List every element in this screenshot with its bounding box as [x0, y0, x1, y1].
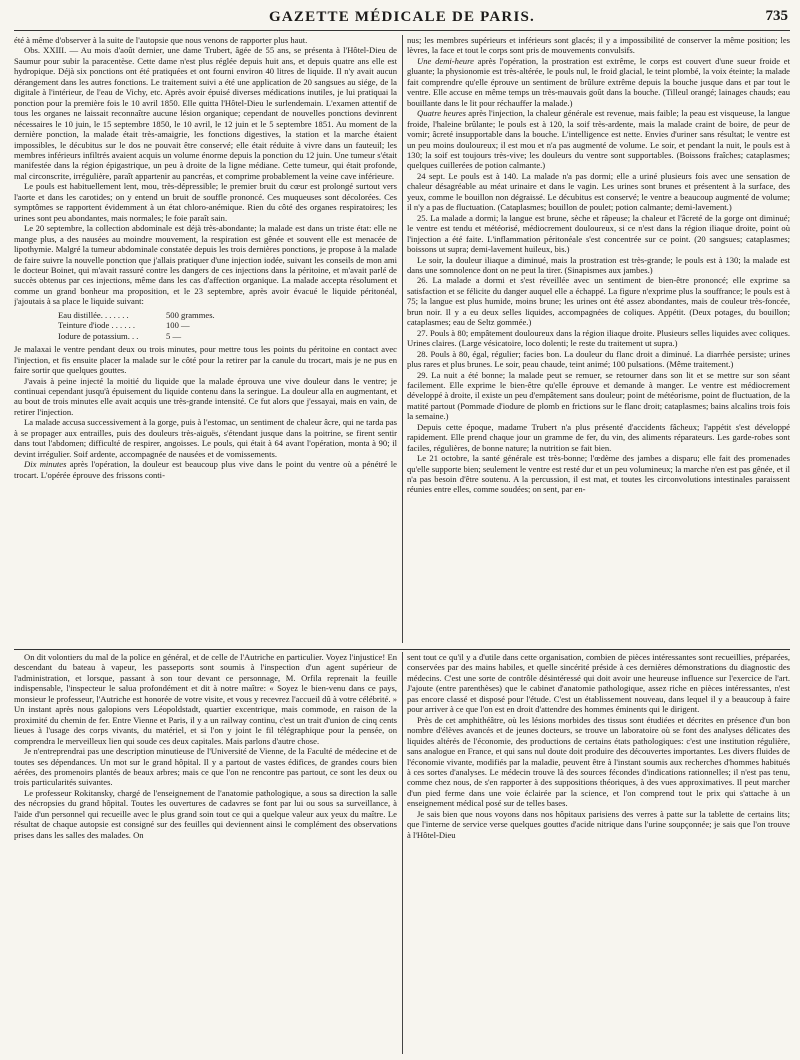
paragraph: J'avais à peine injecté la moitié du liquide que la malade éprouva une vive douleur dans le ventre; je continuai cependant jusqu'à épuisement du liquide contenu dans la seringue. La douleur alla en augmentant, et au bout de trois minutes elle avait acquis une très-grande intensité. Ce fut alors que j'essayai, mais en vain, de retirer l'injection.: [14, 375, 397, 417]
formula-label: Iodure de potassium. . .: [58, 330, 139, 341]
paragraph: 28. Pouls à 80, égal, régulier; facies bon. La douleur du flanc droit a diminué. La diarrhée persiste; urines plus rares et plus brunes. Le soir, peau chaude, teint animé; 100 pulsations. (Même traitement.): [407, 348, 790, 370]
paragraph: La malade accusa successivement à la gorge, puis à l'estomac, un sentiment de chaleur âcre, qui ne tarda pas à se propager aux entrailles, puis des douleurs très-aiguës, s'étendant jusque dans la poitrine, se firent sentir dans tout l'abdomen; difficulté de respirer, angoisses. Le pouls, qui était à 64 avant l'opération, monta à 90; il devint irrégulier. Soif ardente, accompagnée de nausées et de vomissements.: [14, 417, 397, 459]
paragraph: 24 sept. Le pouls est à 140. La malade n'a pas dormi; elle a uriné plusieurs fois avec une sensation de chaleur désagréable au méat urinaire et dans le vagin. Les urines sont brunes et présentent à la surface, des yeux, comme le bouillon non dégraissé. Le décubitus est conservé; le ventre a beaucoup augmenté de volume; il n'y a pas de fluctuation. (Cataplasmes; bouillon de poulet; potion calmante; demi-lavement.): [407, 170, 790, 213]
paragraph: 29. La nuit a été bonne; la malade peut se remuer, se retourner dans son lit et se mettre sur son séant facilement. Elle exprime le bien-être qu'elle éprouve et demande à manger. Le ventre est médiocrement développé à droite, il existe un peu d'empâtement sans douleur; point de météorisme, point de fluctuation, de la matité partout (Pommade d'iodure de plomb en frictions sur le flanc droit; cataplasmes; bains alcalins trois fois la semaine.): [407, 369, 790, 422]
paragraph: Le soir, la douleur iliaque a diminué, mais la prostration est très-grande; le pouls est à 130; la malade est dans une somnolence dont on ne peut la tirer. (Sinapismes aux jambes.): [407, 254, 790, 275]
paragraph: Près de cet amphithéâtre, où les lésions morbides des tissus sont étudiées et décrites en présence d'un bon nombre d'élèves avancés et de jeunes docteurs, se trouve un laboratoire où se font des analyses délicates des liquides altérés de l'économie, des productions de certains états pathologiques: c'est une institution régulière, sans analogue en France, et qui sans nul doute doit produire des découvertes importantes. Les divers fluides de l'économie vivante, modifiés par la maladie, peuvent être à l'instant soumis aux recherches d'hommes habitués à ces sortes d'analyses. Le médecin trouve là des sources fécondes d'indications rationnelles; il n'est pas tenu, comme chez nous, de s'en rapporter à des suppositions théoriques, à des vues approximatives. Il peut marcher d'un pied ferme dans une voie éclairée par la science, et l'on comprend tout le prix qui s'attache à un enseignement médical posé sur de telles bases.: [407, 714, 790, 809]
feuilleton-section: [14, 652, 790, 1054]
emphasis: Une demi-heure: [417, 55, 474, 66]
paragraph: Je n'entreprendrai pas une description minutieuse de l'Université de Vienne, de la Faculté de médecine et de toutes ses dépendances. Un mot sur le grand hôpital. Il y a partout de vastes édifices, de grandes cours bien aérées, des promenoirs plantés de beaux arbres; mais ce que l'on ne rencontre pas partout, ce sont les deux ou trois particularités suivantes.: [14, 746, 397, 788]
paragraph: [407, 108, 790, 171]
paragraph: [407, 56, 790, 108]
paragraph: Je sais bien que nous voyons dans nos hôpitaux parisiens des verres à patte sur la tablette de certains lits; que l'interne de service verse quelques gouttes d'acide nitrique dans l'urine soupçonnée; je sais que l'on trouve à l'Hôtel-Dieu: [407, 808, 790, 840]
formula-row: [58, 320, 258, 330]
formula-row: [58, 331, 258, 341]
formula-row: [58, 310, 258, 320]
formula-value: 5 —: [166, 330, 182, 341]
paragraph: 26. La malade a dormi et s'est réveillée avec un sentiment de bien-être prononcé; elle exprime sa satisfaction et se félicite du danger auquel elle a échappé. La figure n'exprime plus la souffrance; le pouls est à 75; la langue est plus humide, moins brune; les urines ont été assez abondantes, mais de couleur très-foncée, brun noir. Il y a eu deux selles liquides, accompagnées de coliques. Appétit. (Deux potages, du bouillon; cataplasmes; eau de Seltz gommée.): [407, 275, 790, 328]
emphasis: Quatre heures: [417, 108, 466, 119]
paragraph: sent tout ce qu'il y a d'utile dans cette organisation, combien de pièces intéressantes sont recueillies, préparées, conservées par des mains habiles, et quelle sincérité préside à ces dernières démonstrations du diagnostic des médecins. C'est une sorte de contrôle désintéressé qui doit avoir une heureuse influence sur l'exercice de l'art. J'ajoute (entre parenthèses) que le cabinet d'anatomie pathologique, assez riche en pièces intéressantes, n'est pas encore classé et disposé pour l'étude. C'est un établissement nouveau, dans lequel il y a beaucoup à faire pour arriver à ce que l'on est en droit d'attendre des hommes éminents qui le dirigent.: [407, 652, 790, 715]
feuilleton-left-column: [14, 652, 397, 1054]
formula-value: 100 —: [166, 320, 190, 331]
emphasis: Dix minutes: [24, 459, 67, 470]
paragraph: 27. Pouls à 80; empâtement douloureux dans la région iliaque droite. Plusieurs selles liquides avec coliques. Urines claires. (Large vésicatoire, loco dolenti; le reste du traitement ut supra.): [407, 327, 790, 349]
paragraph: [14, 459, 397, 480]
paragraph-text: après l'opération, la douleur est beaucoup plus vive dans le point du ventre où a pénétré le trocart. L'opérée éprouve des frissons conti-: [14, 459, 397, 480]
paragraph: été à même d'observer à la suite de l'autopsie que nous venons de rapporter plus haut.: [14, 35, 308, 45]
article-right-column: [407, 35, 790, 643]
paragraph: Obs. XXIII. — Au mois d'août dernier, une dame Trubert, âgée de 55 ans, se présenta à l'Hôtel-Dieu de Saumur pour subir la paracentèse. Cette dame n'est plus réglée depuis huit ans, et depuis quatre ans elle est hydropique. Déjà six ponctions ont été pratiquées et ont fourni environ 40 litres de liquide. Il n'y avait aucun dérangement dans les autres fonctions. Le traitement suivi a été une application de 20 sangsues au siége, de la digitale à l'intérieur, de l'eau de Vichy, etc. Après avoir épuisé diverses médications inutiles, je lui pratiquai la ponction pour la première fois le 10 avril 1850. Elle quitta l'Hôtel-Dieu le surlendemain. L'examen attentif de tous les organes ne laissait reconnaître aucune lésion organique; cependant de nouvelles ponctions devinrent nécessaires le 10 juin, le 15 septembre 1850, le 10 avril, le 12 juin et le 5 septembre 1851. Au moment de la dernière ponction, la malade était très-amaigrie, les fonctions digestives, la station et la marche étaient impossibles, le décubitus sur le dos ne pouvait être conservé; elle était réduite à vivre dans un fauteuil; les membres inférieurs infiltrés avaient acquis un volume énorme depuis la ponction du 12 juin. Une tumeur s'était manifestée dans la région épigastrique, un peu à droite de la ligne médiane. Cette tumeur, qui était profonde, mal circonscrite, irrégulière, paraît appartenir au pancréas, et comprime probablement la veine cave inférieure.: [14, 45, 397, 181]
paragraph: Je malaxai le ventre pendant deux ou trois minutes, pour mettre tous les points du péritoine en contact avec l'injection, et fis ensuite placer la malade sur le côté pour la retirer par la canule du trocart, mais je ne pus en faire sortir que quelques gouttes.: [14, 344, 397, 376]
paragraph-text: après l'opération, la prostration est extrême, le corps est couvert d'une sueur froide et gluante; la physionomie est très-altérée, le pouls nul, le froid glacial, le teint plombé, la voix éteinte; la malade fait comprendre qu'elle éprouve un sentiment de brûlure extrême depuis la bouche jusque dans et par tout le ventre. Elle accuse en même temps un très-mauvais goût dans la bouche. (Tilleul orangé; lainages chauds; eau bouillante dans le lit pour réchauffer la malade.): [407, 55, 790, 108]
page-header: [14, 6, 790, 31]
article-left-column: [14, 35, 397, 643]
paragraph: Depuis cette époque, madame Trubert n'a plus présenté d'accidents fâcheux; l'appétit s'est développé rapidement. Elle prend chaque jour un gramme de fer, du vin, des aliments réparateurs. Les garde-robes sont faciles, régulières, de bonne nature; la nutrition se fait bien.: [407, 421, 790, 453]
section-divider: [14, 649, 790, 650]
paragraph: Le professeur Rokitansky, chargé de l'enseignement de l'anatomie pathologique, a sous sa direction la salle des nécropsies du grand hôpital. Toutes les ouvertures de cadavres se font par lui ou sous sa surveillance, à l'aide d'un personnel qui recueille avec le plus grand soin tout ce qui a quelque valeur aux yeux du maître. Le résultat de chaque autopsie est consigné sur des feuilles qui deviennent ainsi le complément des observations prises dans les salles des malades. On: [14, 787, 397, 840]
paragraph: Le 20 septembre, la collection abdominale est déjà très-abondante; la malade est dans un triste état: elle ne mange plus, a des nausées au moindre mouvement, la respiration est gênée et souvent elle est menacée de lipothymie. Malgré la tumeur abdominale constatée depuis les trois dernières ponctions, je propose à la malade de faire suivre la nouvelle ponction que j'allais pratiquer d'une injection iodée, suivant les conseils de mon ami le docteur Boinet, qui m'avait rassuré contre les dangers de ces injections dans la péritoine, et m'avait parlé de succès obtenus par ces injections, même dans les cas d'affection organique. La malade accepta résolument et comme un grand bonheur ma proposition, et le 23 septembre, après avoir évacué le liquide péritonéal, j'ajoutais à sa place le liquide suivant:: [14, 223, 397, 307]
feuilleton-right-column: [407, 652, 790, 1054]
masthead-title: GAZETTE MÉDICALE DE PARIS.: [269, 9, 535, 25]
formula-label: Teinture d'iode . . . . . .: [58, 320, 136, 331]
prescription-formula: [58, 310, 397, 341]
paragraph: On dit volontiers du mal de la police en général, et de celle de l'Autriche en particulier. Voyez l'injustice! En descendant du bateau à vapeur, les passeports sont soumis à l'inspection d'un agent supérieur de l'administration, et lorsque, passant à son tour devant ce personnage, M. Orfila reprenait la feuille indispensable, l'inspecteur le salua profondément et dit à notre maître: « Soyez le bien-venu dans ce pays, monsieur le professeur, l'Autriche est honorée de votre visite, et vous y recevrez l'accueil dû à votre célébrité. » Un instant après nous galopions vers Léopoldstadt, quartier excentrique, mais commode, en raison de la proximité du chemin de fer. Entre Vienne et Paris, il y a un railway continu, c'est un trait d'union de cinq cents lieues à l'usage des corps vivants, du matériel, et si l'on y joint le fil télégraphique pour la pensée, on comprendra le merveilleux lien qui soude ces deux capitales. Mais parlons d'autre chose.: [14, 652, 397, 746]
paragraph: Le pouls est habituellement lent, mou, très-dépressible; le premier bruit du cœur est prolongé surtout vers l'aorte et dans les carotides; on y entend un bruit de souffle prononcé. Ces muqueuses sont décolorées. Ces symptômes se rapportent évidemment à un état chloro-anémique. Rien du côté des organes respiratoires; les urines sont peu abondantes, mais normales; le foie paraît sain.: [14, 181, 397, 223]
paragraph: nus; les membres supérieurs et inférieurs sont glacés; il y a impossibilité de conserver la même position; les lèvres, la face et tout le corps sont pris de mouvements convulsifs.: [407, 35, 790, 56]
paragraph: Le 21 octobre, la santé générale est très-bonne; l'œdème des jambes a disparu; elle fait des promenades qu'elle supporte bien; seulement le ventre est resté dur et un peu volumineux; la marche n'en est pas gênée, et il n'a pas besoin d'être soutenu. A la percussion, il est mat, et toutes les circonvolutions intestinales paraissent réunies entre elles, comme soudées; on sent, par en-: [407, 453, 790, 495]
formula-value: 500 grammes.: [166, 309, 215, 320]
article-observation: [14, 35, 790, 643]
paragraph: 25. La malade a dormi; la langue est brune, sèche et râpeuse; la chaleur et l'âcreté de la gorge ont diminué; le ventre est tendu et météorisé, médiocrement douloureux, si ce n'est dans la région iliaque droite, point où l'injection a été faite. L'inflammation péritonéale s'est concentrée sur ce point. (20 sangsues; cataplasmes; boissons ut supra; demi-lavement huileux, bis.): [407, 212, 790, 255]
formula-label: Eau distillée. . . . . . .: [58, 309, 129, 320]
paragraph-text: après l'injection, la chaleur générale est revenue, mais faible; la peau est visqueuse, la langue froide, l'haleine brûlante; le pouls est à 120, la soif très-ardente, mais la malade craint de boire, de peur de vomir; âcreté insupportable dans la bouche. L'intelligence est nette. Envies d'uriner sans résultat; le ventre est un peu moins douloureux; il est mou et n'a pas augmenté de volume. Le soir, et pendant la nuit, le pouls est à 130; la soif est toujours très-vive; les douleurs du ventre sont supportables. (Boissons fraîches; cataplasmes; quelques cuillerées de potion calmante.): [407, 108, 790, 171]
page-number: 735: [765, 8, 788, 24]
